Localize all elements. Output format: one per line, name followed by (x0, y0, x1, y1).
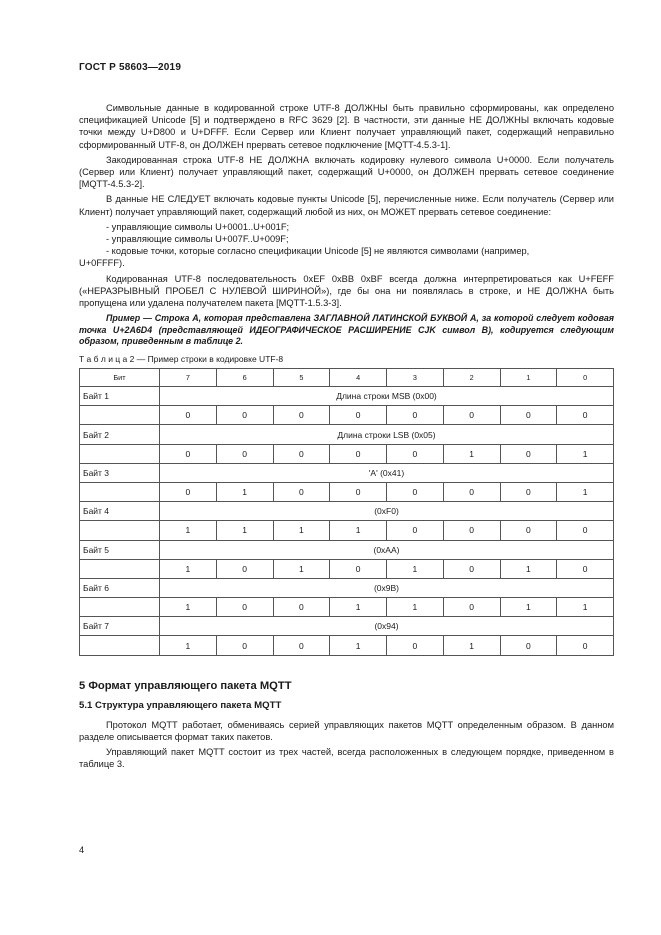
byte-bits-row (80, 521, 614, 540)
bit-value-cell: 0 (557, 636, 614, 655)
bit-value-cell: 0 (216, 406, 273, 425)
bit-value-cell: 0 (443, 521, 500, 540)
empty-cell (80, 598, 160, 617)
bit-value-cell: 1 (557, 598, 614, 617)
bit-value-cell: 0 (216, 636, 273, 655)
bit-value-cell: 1 (160, 521, 217, 540)
byte-label-row (80, 617, 614, 636)
bit-value-cell: 0 (500, 482, 557, 501)
bit-value-cell: 0 (500, 444, 557, 463)
byte-bits-row (80, 482, 614, 501)
byte-description-cell: Длина строки LSB (0x05) (160, 425, 614, 444)
byte-label-row (80, 578, 614, 597)
list-item: - управляющие символы U+0001..U+001F; (106, 221, 290, 232)
byte-description-cell: (0xAA) (160, 540, 614, 559)
byte-description-cell: 'A' (0x41) (160, 463, 614, 482)
table-caption: Т а б л и ц а 2 — Пример строки в кодировке UTF-8 (79, 354, 284, 365)
byte-label-row (80, 463, 614, 482)
paragraph-bom-sequence: Кодированная UTF-8 последовательность 0xEF 0xBB 0xBF всегда должна интерпретироваться как U+FEFF («НЕРАЗРЫВНЫЙ ПРОБЕЛ С НУЛЕВОЙ ШИРИНОЙ»), где бы она ни появлялась в строке, и НЕ ДОЛЖНА быть пропущена или удалена получателем пакета [MQTT-1.5.3-3]. (79, 273, 614, 309)
empty-cell (80, 636, 160, 655)
header-cell: 1 (500, 369, 557, 387)
bit-value-cell: 0 (216, 559, 273, 578)
byte-label-cell: Байт 4 (80, 502, 160, 521)
bit-value-cell: 0 (216, 444, 273, 463)
byte-label-row (80, 540, 614, 559)
list-item: - кодовые точки, которые согласно спецификации Unicode [5] не являются символами (например, (106, 246, 530, 257)
document-header: ГОСТ Р 58603—2019 (79, 62, 182, 73)
table-body (80, 369, 614, 656)
bit-value-cell: 0 (273, 444, 330, 463)
byte-label-cell: Байт 5 (80, 540, 160, 559)
bit-value-cell: 1 (557, 482, 614, 501)
byte-description-cell: Длина строки MSB (0x00) (160, 387, 614, 406)
byte-description-cell: (0xF0) (160, 502, 614, 521)
bit-value-cell: 1 (160, 636, 217, 655)
bit-value-cell: 0 (387, 444, 444, 463)
bit-value-cell: 0 (443, 559, 500, 578)
paragraph-null-character: Закодированная строка UTF-8 НЕ ДОЛЖНА включать кодировку нулевого символа U+0000. Если получатель (Сервер или Клиент) получает управляющий пакет, содержащий U+0000, он ДОЛЖЕН прервать сетевое соединение [MQTT-4.5.3-2]. (79, 154, 614, 190)
subsection-title: 5.1 Структура управляющего пакета MQTT (79, 699, 282, 711)
header-cell: 4 (330, 369, 387, 387)
page-number: 4 (79, 845, 85, 855)
header-cell: 7 (160, 369, 217, 387)
byte-label-cell: Байт 2 (80, 425, 160, 444)
bit-value-cell: 0 (500, 636, 557, 655)
bit-value-cell: 1 (273, 521, 330, 540)
bit-value-cell: 0 (443, 406, 500, 425)
section-title: 5 Формат управляющего пакета MQTT (79, 679, 292, 692)
paragraph-utf8-wellformed: Символьные данные в кодированной строке UTF-8 ДОЛЖНЫ быть правильно сформированы, как определено спецификацией Unicode [5] и подтверждено в RFC 3629 [2]. В частности, эти данные НЕ ДОЛЖНЫ включать кодовые точки между U+D800 и U+DFFF. Если Сервер или Клиент получает управляющий пакет, содержащий неправильно сформированный UTF-8, он ДОЛЖЕН прервать сетевое подключение [MQTT-4.5.3-1]. (79, 103, 614, 150)
header-cell: 6 (216, 369, 273, 387)
byte-description-cell: (0x9B) (160, 578, 614, 597)
bit-value-cell: 1 (500, 598, 557, 617)
empty-cell (80, 444, 160, 463)
byte-label-cell: Байт 7 (80, 617, 160, 636)
bit-value-cell: 0 (216, 598, 273, 617)
bit-value-cell: 0 (557, 559, 614, 578)
bit-value-cell: 1 (500, 559, 557, 578)
bit-value-cell: 0 (387, 406, 444, 425)
bit-value-cell: 0 (330, 444, 387, 463)
empty-cell (80, 521, 160, 540)
list-item: - управляющие символы U+007F..U+009F; (106, 234, 289, 245)
bit-value-cell: 0 (160, 406, 217, 425)
byte-bits-row (80, 444, 614, 463)
empty-cell (80, 406, 160, 425)
byte-label-row (80, 387, 614, 406)
bit-value-cell: 0 (443, 598, 500, 617)
bit-value-cell: 1 (387, 598, 444, 617)
header-cell: 5 (273, 369, 330, 387)
byte-label-row (80, 502, 614, 521)
bit-value-cell: 0 (330, 406, 387, 425)
bit-value-cell: 1 (216, 482, 273, 501)
bit-value-cell: 0 (387, 521, 444, 540)
byte-bits-row (80, 406, 614, 425)
bit-value-cell: 0 (500, 406, 557, 425)
byte-label-cell: Байт 6 (80, 578, 160, 597)
bit-value-cell: 0 (273, 482, 330, 501)
bit-value-cell: 0 (273, 406, 330, 425)
header-cell: 0 (557, 369, 614, 387)
example-note: Пример — Строка A, которая представлена ЗАГЛАВНОЙ ЛАТИНСКОЙ БУКВОЙ A, за которой следует кодовая точка U+2A6D4 (представляющей ИДЕОГРАФИЧЕСКОЕ РАСШИРЕНИЕ CJK символ B), кодируется следующим образом, приведенным в таблице 2. (79, 313, 614, 347)
bit-value-cell: 1 (330, 636, 387, 655)
bit-value-cell: 1 (330, 521, 387, 540)
bit-value-cell: 0 (387, 636, 444, 655)
header-cell: 3 (387, 369, 444, 387)
bit-value-cell: 0 (387, 482, 444, 501)
bit-value-cell: 1 (443, 636, 500, 655)
byte-label-row (80, 425, 614, 444)
byte-bits-row (80, 636, 614, 655)
list-item-continuation: U+0FFFF). (79, 258, 125, 269)
bit-value-cell: 0 (160, 482, 217, 501)
utf8-example-table (79, 368, 614, 656)
byte-bits-row (80, 559, 614, 578)
table-header-row (80, 369, 614, 387)
bit-value-cell: 0 (500, 521, 557, 540)
bit-value-cell: 0 (330, 482, 387, 501)
paragraph-excluded-code-points: В данные НЕ СЛЕДУЕТ включать кодовые пункты Unicode [5], перечисленные ниже. Если получатель (Сервер или Клиент) получает управляющий пакет, содержащий любой из них, он МОЖЕТ прервать сетевое соединение: (79, 194, 614, 217)
bit-value-cell: 1 (443, 444, 500, 463)
bit-value-cell: 0 (160, 444, 217, 463)
bit-value-cell: 0 (330, 559, 387, 578)
byte-bits-row (80, 598, 614, 617)
bit-value-cell: 1 (387, 559, 444, 578)
bit-value-cell: 1 (160, 559, 217, 578)
empty-cell (80, 482, 160, 501)
bit-value-cell: 1 (160, 598, 217, 617)
bit-value-cell: 0 (557, 406, 614, 425)
bit-value-cell: 0 (273, 598, 330, 617)
bit-value-cell: 1 (216, 521, 273, 540)
empty-cell (80, 559, 160, 578)
byte-label-cell: Байт 1 (80, 387, 160, 406)
document-body (79, 102, 614, 773)
paragraph-protocol: Протокол MQTT работает, обмениваясь серией управляющих пакетов MQTT определенным образом. В данном разделе описывается формат таких пакетов. (79, 719, 614, 742)
paragraph-packet-parts: Управляющий пакет MQTT состоит из трех частей, всегда расположенных в следующем порядке, приведенном в таблице 3. (79, 747, 614, 770)
header-cell: 2 (443, 369, 500, 387)
header-cell: Бит (80, 369, 160, 387)
bit-value-cell: 0 (443, 482, 500, 501)
bit-value-cell: 1 (557, 444, 614, 463)
byte-description-cell: (0x94) (160, 617, 614, 636)
bit-value-cell: 1 (330, 598, 387, 617)
bit-value-cell: 1 (273, 559, 330, 578)
bit-value-cell: 0 (557, 521, 614, 540)
byte-label-cell: Байт 3 (80, 463, 160, 482)
bit-value-cell: 0 (273, 636, 330, 655)
